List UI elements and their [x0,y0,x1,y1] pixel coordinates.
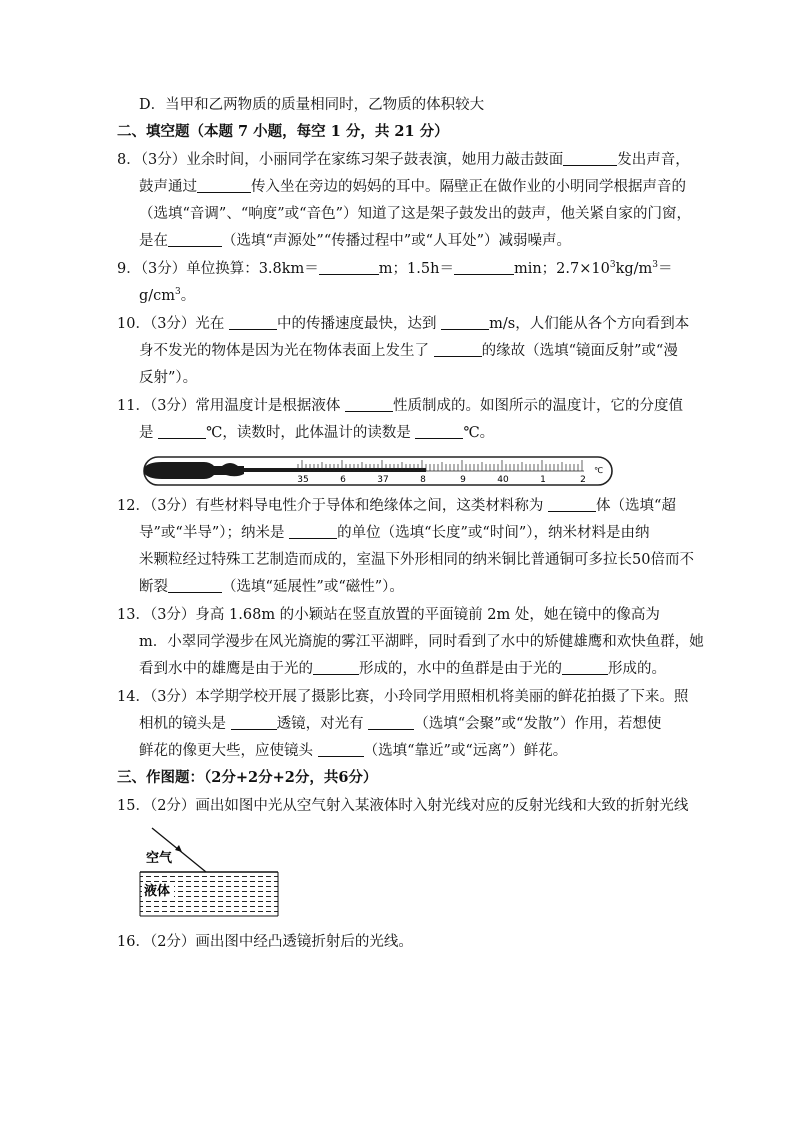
answer-blank[interactable] [168,578,222,593]
question-16: 16．（2分）画出图中经凸透镜折射后的光线。 [117,934,413,950]
question-9-line-2 [139,286,195,306]
question-10-line-2 [139,341,678,361]
arrowhead-icon [175,845,182,852]
answer-blank[interactable] [368,715,414,730]
question-13-line-3 [139,659,666,679]
q12-text-3: 导”或“半导”）；纳米是 [139,525,285,541]
answer-blank[interactable] [563,151,617,166]
answer-blank[interactable] [415,424,463,439]
answer-blank[interactable] [441,315,489,330]
q9-text-6: g/cm [139,288,176,304]
section-2-title: 二、填空题（本题 7 小题，每空 1 分，共 21 分） [117,123,449,140]
q13-text-2: m．小翠同学漫步在风光旖旎的雾江平湖畔，同时看到了水中的矫健雄鹰和欢快鱼群，她 [139,634,704,650]
thermometer-tick-label: 1 [540,475,546,485]
q9-exponent: 3 [652,260,659,270]
question-11-line-2 [139,423,494,443]
q9-text-4: kg/m [615,261,653,277]
question-11-line-1 [117,396,683,416]
question-8-line-3 [139,204,691,224]
q10-text-4: 身不发光的物体是因为光在物体表面上发生了 [139,343,429,359]
q11-text-5: ℃。 [463,425,495,441]
answer-blank[interactable] [158,424,206,439]
q8-text-7: （选填“声源处”“传播过程中”或“人耳处”）减弱噪声。 [222,233,571,249]
q9-exponent: 3 [609,260,616,270]
question-14-line-3 [139,741,567,761]
thermometer-tick-label: 37 [377,475,389,485]
q11-text-4: ℃，读数时，此体温计的读数是 [206,425,411,441]
thermometer-tick-label: 2 [580,475,586,485]
q11-text-3: 是 [139,425,154,441]
answer-blank[interactable] [197,178,251,193]
question-10-line-1 [117,314,689,334]
q12-text-5: 米颗粒经过特殊工艺制造而成的，室温下外形相同的纳米铜比普通铜可多拉长50倍而不 [139,552,694,568]
question-12-line-1 [117,496,676,516]
q9-text-1: 9．（3分）单位换算：3.8km＝ [117,261,319,277]
thermometer-tick-label: 9 [460,475,466,485]
q14-text-6: （选填“靠近”或“远离”）鲜花。 [363,743,568,759]
thermometer-figure [138,451,614,491]
q14-text-1: 14．（3分）本学期学校开展了摄影比赛，小玲同学用照相机将美丽的鲜花拍摄了下来。照 [117,689,689,705]
answer-blank[interactable] [562,660,608,675]
liquid-label: 液体 [144,884,171,899]
q14-text-5: 鲜花的像更大些，应使镜头 [139,743,313,759]
answer-blank[interactable] [318,742,364,757]
question-8-line-4 [139,231,571,251]
q10-text-5: 的缘故（选填“镜面反射”或“漫 [481,343,678,359]
answer-blank[interactable] [229,315,277,330]
question-10-line-3 [139,368,197,388]
q9-text-5: ＝ [658,261,673,277]
question-13-line-2 [139,632,704,652]
answer-blank[interactable] [548,497,596,512]
thermometer-tick-label: 40 [497,475,509,485]
q10-text-3: m/s，人们能从各个方向看到本 [489,316,690,332]
q10-text-1: 10．（3分）光在 [117,316,225,332]
q13-text-5: 形成的。 [608,661,666,677]
question-14-line-1 [117,687,688,707]
q14-text-4: （选填“会聚”或“发散”）作用，若想使 [414,716,662,732]
answer-blank[interactable] [231,715,277,730]
q8-text-3: 鼓声通过 [139,179,197,195]
q9-text-3: min；2.7×10 [513,261,610,277]
q9-text-7: 。 [180,288,196,304]
answer-blank[interactable] [345,397,393,412]
option-d: D．当甲和乙两物质的质量相同时，乙物质的体积较大 [139,97,485,113]
q12-text-2: 体（选填“超 [596,498,676,514]
q10-text-2: 中的传播速度最快，达到 [277,316,437,332]
thermometer-tick-label: 6 [340,475,346,485]
q9-exponent: 3 [175,287,181,297]
question-14-line-2 [139,714,661,734]
thermometer-tick-label: 8 [420,475,426,485]
q14-text-3: 透镜，对光有 [276,716,364,732]
q11-text-2: 性质制成的。如图所示的温度计，它的分度值 [393,398,684,414]
answer-blank[interactable] [289,524,337,539]
question-12-line-2 [139,523,650,543]
q8-text-6: 是在 [139,233,168,249]
answer-blank[interactable] [319,260,379,275]
q8-text-1: 8．（3分）业余时间，小丽同学在家练习架子鼓表演，她用力敲击鼓面 [117,152,564,168]
q8-text-5: （选填“音调”、“响度”或“音色”）知道了这是架子鼓发出的鼓声，他关紧自家的门窗， [139,206,691,222]
thermometer-tick-label: 35 [297,475,309,485]
thermometer-unit: ℃ [594,466,603,475]
air-label: 空气 [146,851,173,866]
q10-text-6: 反射”）。 [139,370,198,386]
question-15: 15．（2分）画出如图中光从空气射入某液体时入射光线对应的反射光线和大致的折射光线 [117,798,689,814]
q8-text-4: 传入坐在旁边的妈妈的耳中。隔壁正在做作业的小明同学根据声音的 [251,179,686,195]
q14-text-2: 相机的镜头是 [139,716,226,732]
answer-blank[interactable] [454,260,514,275]
question-12-line-3 [139,550,694,570]
q11-text-1: 11．（3分）常用温度计是根据液体 [117,398,341,414]
question-12-line-4 [139,577,404,597]
q12-text-1: 12．（3分）有些材料导电性介于导体和绝缘体之间，这类材料称为 [117,498,544,514]
q13-text-4: 形成的，水中的鱼群是由于光的 [359,661,562,677]
q12-text-7: （选填“延展性”或“磁性”）。 [222,579,404,595]
question-13-line-1 [117,605,660,625]
answer-blank[interactable] [313,660,359,675]
q9-text-2: m；1.5h＝ [378,261,454,277]
refraction-figure [138,824,280,920]
q8-text-2: 发出声音， [617,152,690,168]
question-8-line-1 [117,150,690,170]
question-9-line-1 [117,259,673,279]
q13-text-1: 13．（3分）身高 1.68m 的小颖站在竖直放置的平面镜前 2m 处，她在镜中的像高为 [117,607,660,623]
answer-blank[interactable] [168,232,222,247]
q13-text-3: 看到水中的雄鹰是由于光的 [139,661,313,677]
section-3-title: 三、作图题：（2分+2分+2分，共6分） [117,769,378,786]
answer-blank[interactable] [434,342,482,357]
q12-text-6: 断裂 [139,579,168,595]
question-8-line-2 [139,177,686,197]
q12-text-4: 的单位（选填“长度”或“时间”），纳米材料是由纳 [337,525,650,541]
